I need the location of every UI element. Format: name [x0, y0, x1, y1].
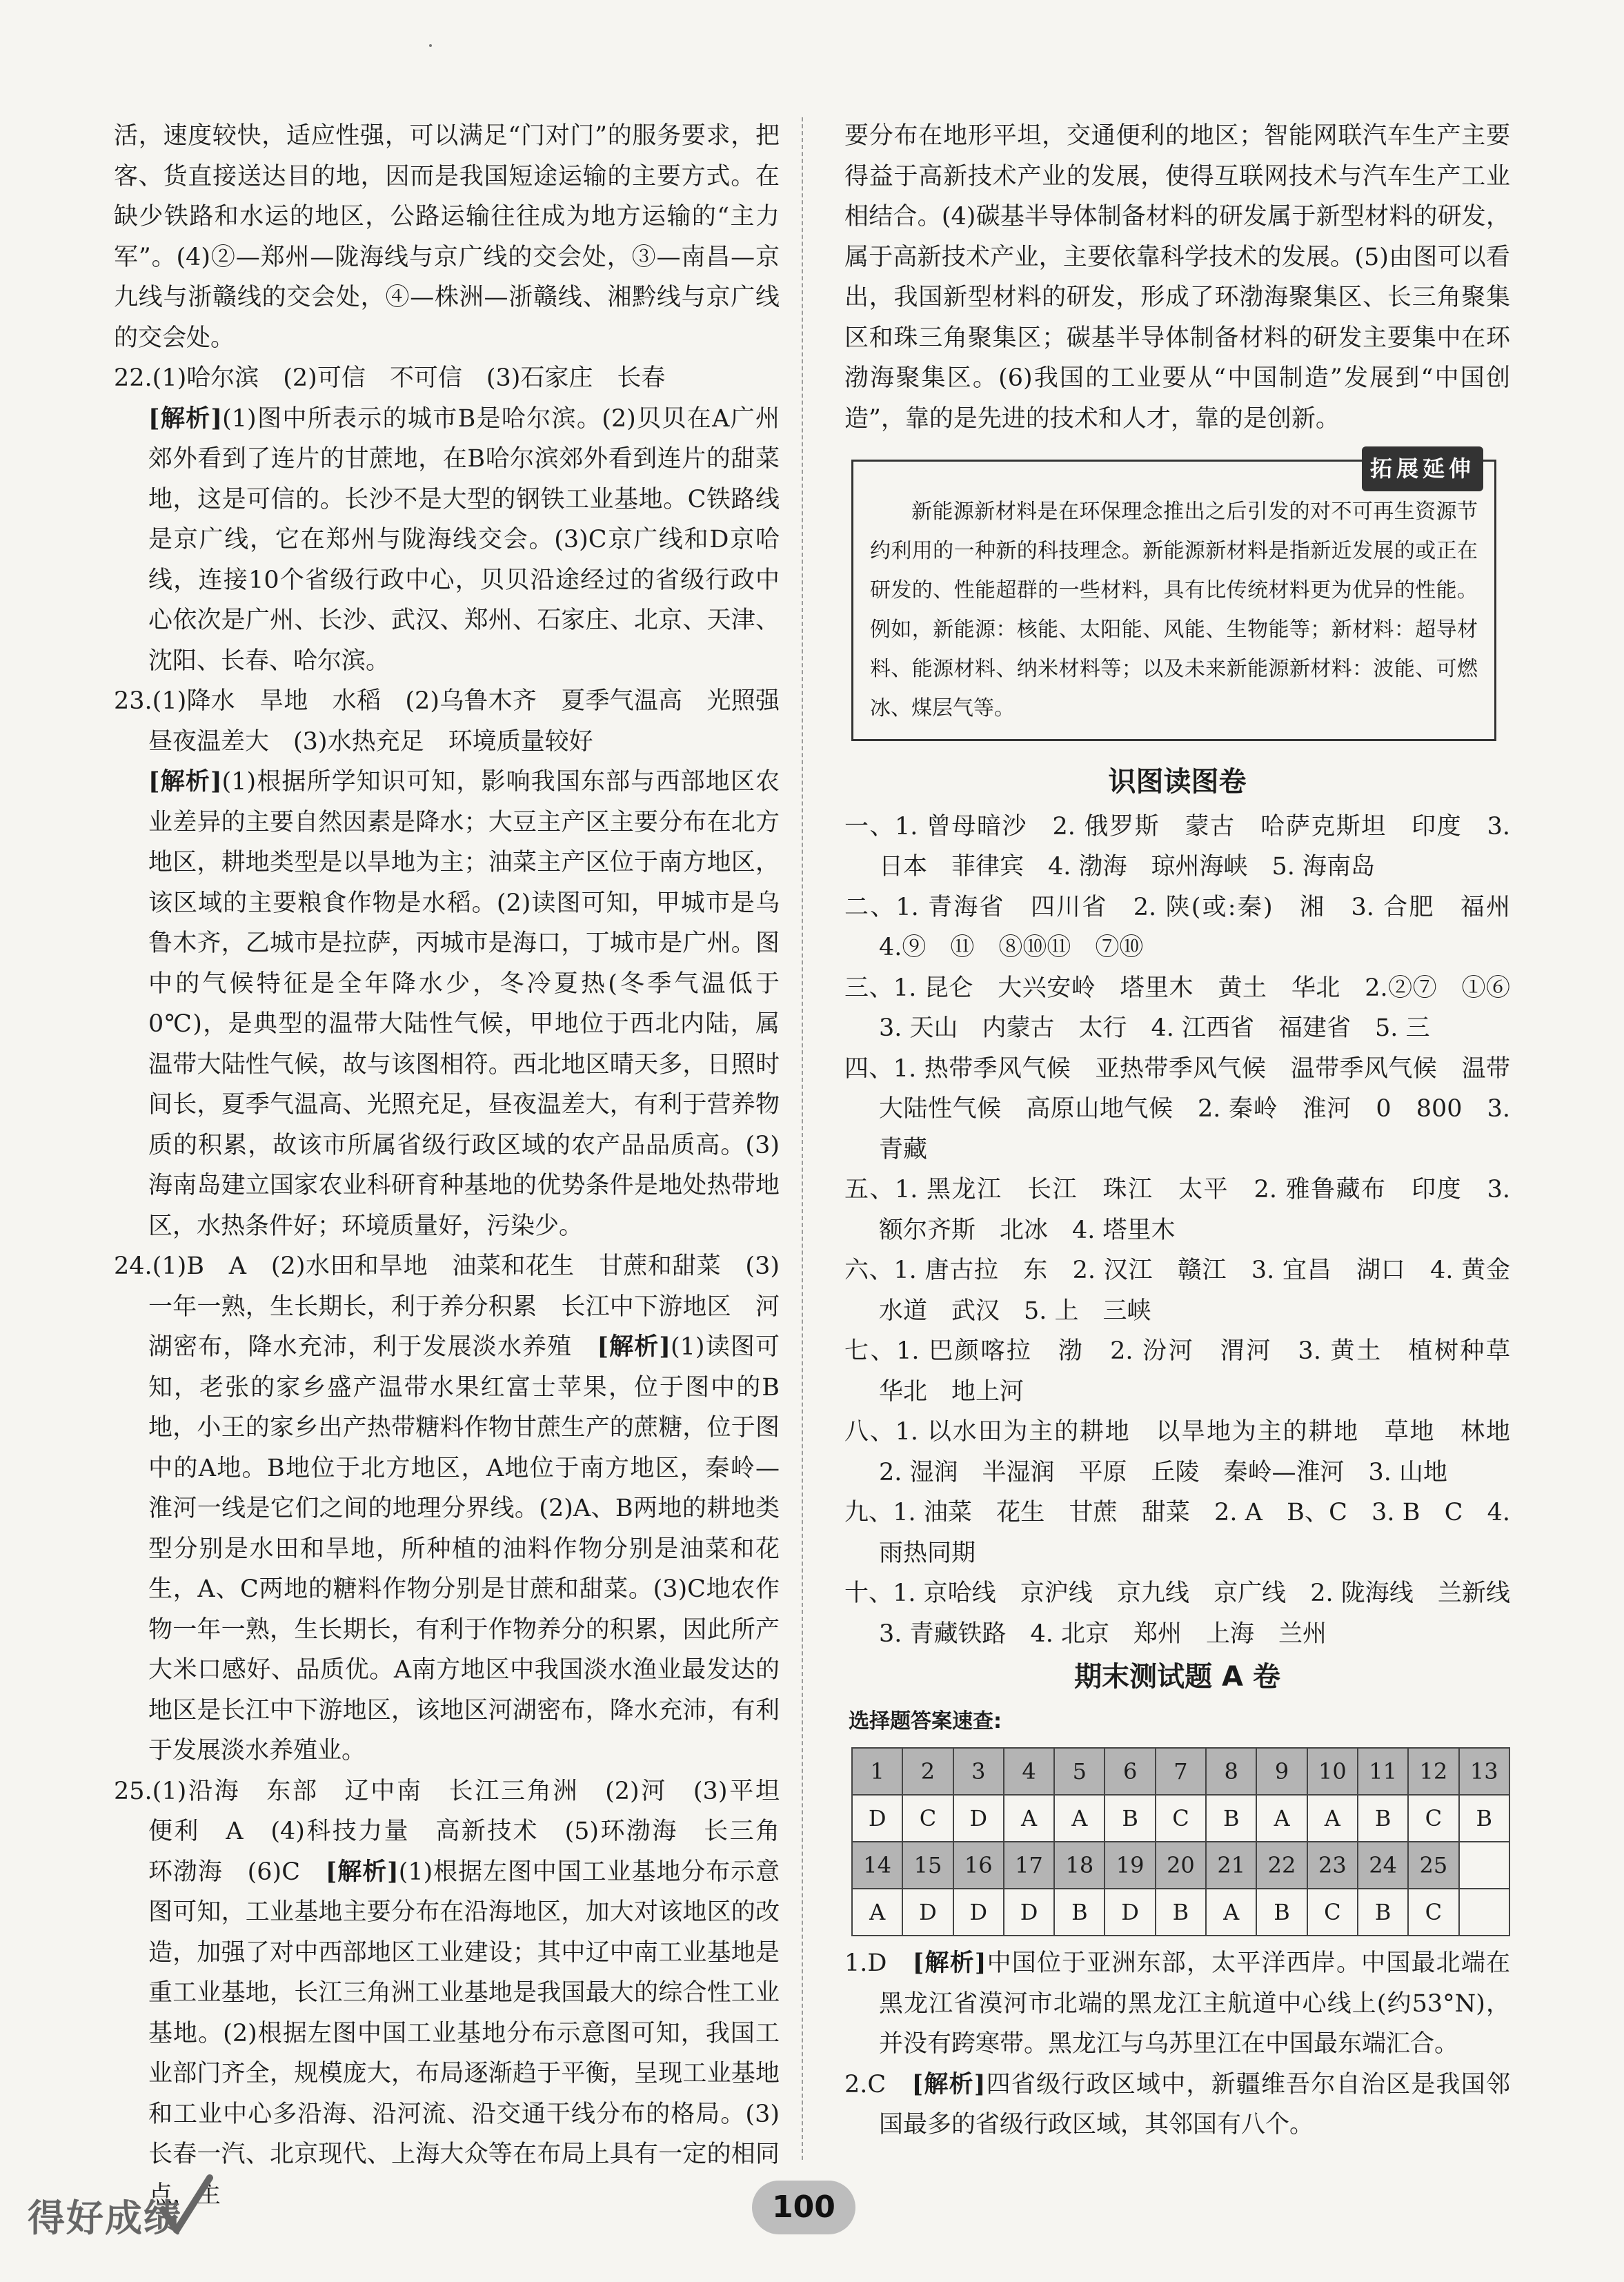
map-reading-answer-item: 八、1. 以水田为主的耕地 以旱地为主的耕地 草地 林地 2. 湿润 半湿润 平原 丘陵 秦岭—淮河 3. 山地 [844, 1418, 1535, 1486]
answer-table-cell: 19 [1105, 1842, 1155, 1889]
answer-table-cell: 21 [1206, 1842, 1256, 1889]
analysis-tag: [解析] [911, 2069, 986, 2098]
answer-table-cell: D [902, 1889, 953, 1936]
answer-table-cell: 6 [1105, 1748, 1155, 1795]
answer-table-cell: 24 [1358, 1842, 1408, 1889]
column-divider [802, 117, 803, 2160]
answer-table-cell: 9 [1256, 1748, 1307, 1795]
answer-table-cell: 2 [902, 1748, 953, 1795]
answer-table-cell: 25 [1408, 1842, 1458, 1889]
answer-table-cell: A [1307, 1795, 1358, 1842]
answer-table-cell: B [1358, 1795, 1408, 1842]
answer-table-empty-cell [1459, 1842, 1509, 1889]
answer-table-cell: B [1256, 1889, 1307, 1936]
answer-23: 23.(1)降水 旱地 水稻 (2)乌鲁木齐 夏季气温高 光照强 昼夜温差大 (3)水热充足 环境质量较好 [114, 687, 804, 756]
answer-table-cell: A [852, 1889, 902, 1936]
checkmark-icon [159, 2174, 214, 2236]
analysis-1: 1.D [解析]中国位于亚洲东部，太平洋西岸。中国最北端在黑龙江省漠河市北端的黑龙江主航道中心线上(约53°N)，并没有跨寒带。黑龙江与乌苏里江在中国最东端汇合。 [844, 1949, 1510, 2058]
extension-text: 新能源新材料是在环保理念推出之后引发的对不可再生资源节约利用的一种新的科技理念。新能源新材料是指新近发展的或正在研发的、性能超群的一些材料，具有比传统材料更为优异的性能。例如，新能源：核能、太阳能、风能、生物能等；新材料：超导材料、能源材料、纳米材料等；以及未来新能源新材料：波能、可燃冰、煤层气等。 [870, 500, 1478, 720]
scan-speck [429, 44, 432, 47]
analysis-tag: [解析] [148, 404, 223, 433]
answer-table-cell: C [1408, 1889, 1458, 1936]
answer-table-cell: 12 [1408, 1748, 1458, 1795]
map-reading-answer-item: 四、1. 热带季风气候 亚热带季风气候 温带季风气候 温带大陆性气候 高原山地气候 2. 秦岭 淮河 0 800 3. 青藏 [844, 1054, 1510, 1163]
map-reading-answers [844, 807, 1535, 1655]
map-reading-answer-item: 一、1. 曾母暗沙 2. 俄罗斯 蒙古 哈萨克斯坦 印度 3. 日本 菲律宾 4. 渤海 琼州海峡 5. 海南岛 [844, 812, 1510, 881]
answer-table-cell: 8 [1206, 1748, 1256, 1795]
answer-table-cell: 10 [1307, 1748, 1358, 1795]
right-column [844, 116, 1535, 2145]
answer-table-cell: 22 [1256, 1842, 1307, 1889]
answer-table-cell: 16 [953, 1842, 1004, 1889]
section-title-map-reading: 识图读图卷 [1108, 766, 1247, 798]
answer-table-empty-cell [1459, 1889, 1509, 1936]
analysis-tag: [解析] [325, 1857, 399, 1886]
answer-table-cell: 4 [1004, 1748, 1054, 1795]
analysis-2: 2.C [解析]四省级行政区域中，新疆维吾尔自治区是我国邻国最多的省级行政区域，其邻国有八个。 [844, 2069, 1510, 2138]
answer-table-cell: D [852, 1795, 902, 1842]
answer-table-number-row [852, 1748, 1509, 1795]
analysis-tag: [解析] [148, 767, 222, 796]
answer-table-cell: 15 [902, 1842, 953, 1889]
answer-table-answer-row [852, 1795, 1509, 1842]
page-number: 100 [752, 2181, 855, 2234]
answer-table-cell: 14 [852, 1842, 902, 1889]
answer-table-cell: D [953, 1889, 1004, 1936]
answer-table-cell: B [1358, 1889, 1408, 1936]
answer-table-cell: 18 [1054, 1842, 1105, 1889]
answer-table [851, 1747, 1510, 1936]
answer-table-cell: 7 [1156, 1748, 1206, 1795]
answer-table-cell: D [953, 1795, 1004, 1842]
map-reading-answer-item: 五、1. 黑龙江 长江 珠江 太平 2. 雅鲁藏布 印度 3. 额尔齐斯 北冰 4. 塔里木 [844, 1176, 1510, 1244]
answer-table-cell: B [1156, 1889, 1206, 1936]
map-reading-answer-item: 二、1. 青海省 四川省 2. 陕(或:秦) 湘 3. 合肥 福州 4.⑨ ⑪ ⑧⑩⑪ ⑦⑩ [844, 893, 1535, 961]
answer-table-cell: 20 [1156, 1842, 1206, 1889]
answer-table-cell: D [1105, 1889, 1155, 1936]
answer-table-cell: A [1206, 1889, 1256, 1936]
answer-table-answer-row [852, 1889, 1509, 1936]
answer-table-cell: A [1054, 1795, 1105, 1842]
analysis-23: [解析](1)根据所学知识可知，影响我国东部与西部地区农业差异的主要自然因素是降水；大豆主产区主要分布在北方地区，耕地类型是以旱地为主；油菜主产区位于南方地区，该区域的主要粮食作物是水稻。(2)读图可知，甲城市是乌鲁木齐，乙城市是拉萨，丙城市是海口，丁城市是广州。图中的气候特征是全年降水少，冬冷夏热(冬季气温低于0℃)，是典型的温带大陆性气候，甲地位于西北内陆，属温带大陆性气候，故与该图相符。西北地区晴天多，日照时间长，夏季气温高、光照充足，昼夜温差大，有利于营养物质的积累，故该市所属省级行政区域的农产品品质高。(3)海南岛建立国家农业科研育种基地的优势条件是地处热带地区，水热条件好；环境质量好，污染少。 [148, 767, 780, 1240]
answer-table-cell: A [1256, 1795, 1307, 1842]
left-column [114, 116, 804, 2215]
answer-table-cell: C [1307, 1889, 1358, 1936]
answer-table-cell: 13 [1459, 1748, 1509, 1795]
analysis-tag: [解析] [597, 1332, 671, 1361]
answer-25: 25.(1)沿海 东部 辽中南 长江三角洲 (2)河 (3)平坦 便利 A (4)科技力量 高新技术 (5)环渤海 长三角 环渤海 (6)C [解析](1)根据左图中国工业基地分布示意图可知，工业基地主要分布在沿海地区，加大对该地区的改造，加强了对中西部地区工业建设；其中辽中南工业基地是重工业基地，长江三角洲工业基地是我国最大的综合性工业基地。(2)根据左图中国工业基地分布示意图可知，我国工业部门齐全，规模庞大，布局逐渐趋于平衡，呈现工业基地和工业中心多沿海、沿河流、沿交通干线分布的格局。(3)长春一汽、北京现代、上海大众等在布局上具有一定的相同点，主 [114, 1777, 804, 2209]
answer-table-cell: D [1004, 1889, 1054, 1936]
map-reading-answer-item: 九、1. 油菜 花生 甘蔗 甜菜 2. A B、C 3. B C 4. 雨热同期 [844, 1499, 1510, 1567]
answer-table-cell: 17 [1004, 1842, 1054, 1889]
answer-table-cell: B [1206, 1795, 1256, 1842]
analysis-22: [解析](1)图中所表示的城市B是哈尔滨。(2)贝贝在A广州郊外看到了连片的甘蔗地，在B哈尔滨郊外看到连片的甜菜地，这是可信的。长沙不是大型的钢铁工业基地。C铁路线是京广线，它在郑州与陇海线交会。(3)C京广线和D京哈线，连接10个省级行政中心，贝贝沿途经过的省级行政中心依次是广州、长沙、武汉、郑州、石家庄、北京、天津、沈阳、长春、哈尔滨。 [148, 404, 780, 675]
answer-table-cell: 11 [1358, 1748, 1408, 1795]
answer-table-cell: 1 [852, 1748, 902, 1795]
brand-logo-text: 得好成绩 [28, 2196, 182, 2240]
answer-table-cell: 23 [1307, 1842, 1358, 1889]
left-paragraph-continued: 活，速度较快，适应性强，可以满足“门对门”的服务要求，把客、货直接送达目的地，因而是我国短途运输的主要方式。在缺少铁路和水运的地区，公路运输往往成为地方运输的“主力军”。(4)②—郑州—陇海线与京广线的交会处，③—南昌—京九线与浙赣线的交会处，④—株洲—浙赣线、湘黔线与京广线的交会处。 [114, 122, 780, 352]
answer-table-cell: B [1054, 1889, 1105, 1936]
answer-table-cell: A [1004, 1795, 1054, 1842]
extension-box [851, 455, 1496, 741]
answer-24: 24.(1)B A (2)水田和旱地 油菜和花生 甘蔗和甜菜 (3)一年一熟，生长期长，利于养分积累 长江中下游地区 河湖密布，降水充沛，利于发展淡水养殖 [解析](1)读图可知，老张的家乡盛产温带水果红富士苹果，位于图中的B地，小王的家乡出产热带糖料作物甘蔗生产的蔗糖，位于图中的A地。B地位于北方地区，A地位于南方地区，秦岭—淮河一线是它们之间的地理分界线。(2)A、B两地的耕地类型分别是水田和旱地，所种植的油料作物分别是油菜和花生，A、C两地的糖料作物分别是甘蔗和甜菜。(3)C地农作物一年一熟，生长期长，有利于作物养分的积累，因此所产大米口感好、品质优。A南方地区中我国淡水渔业最发达的地区是长江中下游地区，该地区河湖密布，降水充沛，有利于发展淡水养殖业。 [114, 1252, 780, 1764]
right-paragraph-continued: 要分布在地形平坦，交通便利的地区；智能网联汽车生产主要得益于高新技术产业的发展，使得互联网技术与汽车生产工业相结合。(4)碳基半导体制备材料的研发属于新型材料的研发，属于高新技术产业，主要依靠科学技术的发展。(5)由图可以看出，我国新型材料的研发，形成了环渤海聚集区、长三角聚集区和珠三角聚集区；碳基半导体制备材料的研发主要集中在环渤海聚集区。(6)我国的工业要从“中国制造”发展到“中国创造”，靠的是先进的技术和人才，靠的是创新。 [844, 122, 1510, 433]
map-reading-answer-item: 七、1. 巴颜喀拉 渤 2. 汾河 渭河 3. 黄土 植树种草 华北 地上河 [844, 1337, 1535, 1406]
answer-table-cell: B [1105, 1795, 1155, 1842]
extension-badge: 拓展延伸 [1362, 446, 1483, 491]
analysis-tag: [解析] [912, 1949, 987, 1977]
answer-table-cell: B [1459, 1795, 1509, 1842]
answer-table-cell: C [902, 1795, 953, 1842]
answer-table-number-row [852, 1842, 1509, 1889]
answer-table-cell: 5 [1054, 1748, 1105, 1795]
quick-answer-label: 选择题答案速查: [849, 1709, 1002, 1733]
answer-table-cell: C [1156, 1795, 1206, 1842]
answer-table-cell: 3 [953, 1748, 1004, 1795]
section-title-final-test-a: 期末测试题 A 卷 [1074, 1661, 1280, 1693]
answer-table-cell: C [1408, 1795, 1458, 1842]
map-reading-answer-item: 三、1. 昆仑 大兴安岭 塔里木 黄土 华北 2.②⑦ ①⑥ 3. 天山 内蒙古 太行 4. 江西省 福建省 5. 三 [844, 974, 1535, 1042]
answer-22: 22.(1)哈尔滨 (2)可信 不可信 (3)石家庄 长春 [114, 364, 666, 392]
map-reading-answer-item: 十、1. 京哈线 京沪线 京九线 京广线 2. 陇海线 兰新线 3. 青藏铁路 4. 北京 郑州 上海 兰州 [844, 1580, 1535, 1648]
map-reading-answer-item: 六、1. 唐古拉 东 2. 汉江 赣江 3. 宜昌 湖口 4. 黄金水道 武汉 5. 上 三峡 [844, 1257, 1510, 1325]
